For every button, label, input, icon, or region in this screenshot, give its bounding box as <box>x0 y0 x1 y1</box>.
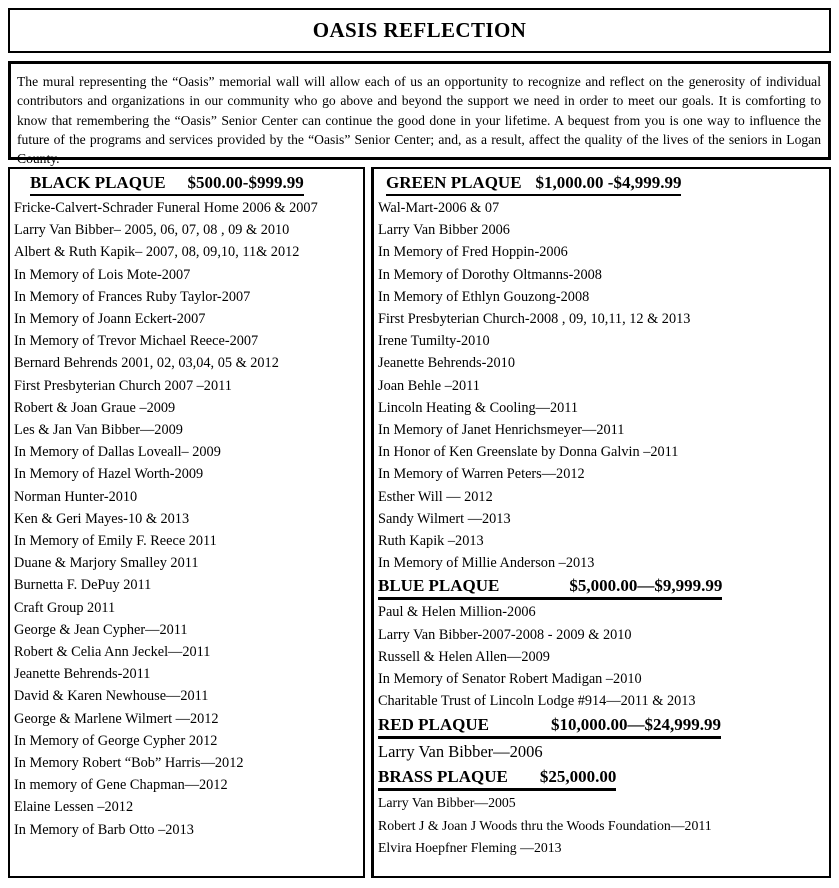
intro-paragraph-line: know that remembering the “Oasis” Senior Center can continue the good done in your lifetime. A bequest from you is one way to influence the <box>17 112 821 128</box>
intro-box <box>8 61 831 167</box>
donor-entry: Burnetta F. DePuy 2011 <box>14 577 152 594</box>
donor-entry: In Memory of Fred Hoppin-2006 <box>378 244 568 261</box>
donor-entry: Elvira Hoepfner Fleming —2013 <box>378 839 562 855</box>
donor-entry: Joan Behle –2011 <box>378 377 480 394</box>
donor-entry: Russell & Helen Allen—2009 <box>378 648 550 665</box>
intro-paragraph-line: County. <box>17 151 60 167</box>
donor-entry: In Memory Robert “Bob” Harris—2012 <box>14 755 244 772</box>
donor-entry: George & Marlene Wilmert —2012 <box>14 710 219 727</box>
donor-entry: In Memory of Barb Otto –2013 <box>14 821 194 838</box>
page-title: OASIS REFLECTION <box>312 18 527 42</box>
blue-plaque-header-row <box>378 574 829 600</box>
blue-plaque-range: $5,000.00—$9,999.99 <box>569 576 723 596</box>
donor-entry: Jeanette Behrends-2011 <box>14 666 151 683</box>
title-box <box>8 8 831 53</box>
donor-entry: Larry Van Bibber—2005 <box>378 795 516 811</box>
donor-entry: In Memory of George Cypher 2012 <box>14 732 218 749</box>
donor-entry: Elaine Lessen –2012 <box>14 799 134 816</box>
donor-entry: Larry Van Bibber—2006 <box>378 742 543 762</box>
donor-entry: In memory of Gene Chapman—2012 <box>14 777 228 794</box>
red-plaque-name: RED PLAQUE <box>378 715 489 735</box>
donor-entry: In Memory of Dallas Loveall– 2009 <box>14 444 221 461</box>
donor-entry: Albert & Ruth Kapik– 2007, 08, 09,10, 11& 2012 <box>14 244 300 261</box>
black-plaque-range: $500.00-$999.99 <box>187 173 304 192</box>
donor-entry: In Memory of Emily F. Reece 2011 <box>14 533 217 550</box>
donor-entry: In Memory of Janet Henrichsmeyer—2011 <box>378 422 625 439</box>
donor-entry: In Memory of Trevor Michael Reece-2007 <box>14 333 259 350</box>
green-plaque-list <box>378 197 829 574</box>
donor-entry: Larry Van Bibber-2007-2008 - 2009 & 2010 <box>378 626 632 643</box>
green-plaque-header <box>386 172 681 196</box>
red-plaque-list <box>378 740 829 764</box>
donor-entry: In Memory of Dorothy Oltmanns-2008 <box>378 266 602 283</box>
donor-entry: In Memory of Senator Robert Madigan –2010 <box>378 671 642 688</box>
black-plaque-column <box>8 167 365 878</box>
donor-entry: In Memory of Millie Anderson –2013 <box>378 555 595 572</box>
donor-entry: Norman Hunter-2010 <box>14 488 138 505</box>
donor-entry: Fricke-Calvert-Schrader Funeral Home 2006 & 2007 <box>14 200 318 216</box>
black-plaque-header-row <box>14 172 363 196</box>
donor-entry: Paul & Helen Million-2006 <box>378 604 536 621</box>
donor-entry: Wal-Mart-2006 & 07 <box>378 200 500 216</box>
blue-plaque-header <box>378 575 722 600</box>
donor-entry: In Memory of Warren Peters—2012 <box>378 466 585 483</box>
donor-entry: Sandy Wilmert —2013 <box>378 510 511 527</box>
intro-paragraph-line: future of the programs and services provided by the “Oasis” Senior Center; and, as a result, affect the quality of the lives of the seniors in Logan <box>17 131 821 147</box>
donor-entry: Irene Tumilty-2010 <box>378 333 490 350</box>
upper-plaques-column <box>371 167 831 878</box>
donor-entry: Ruth Kapik –2013 <box>378 533 484 550</box>
donor-entry: Robert & Joan Graue –2009 <box>14 399 176 416</box>
donor-entry: In Memory of Frances Ruby Taylor-2007 <box>14 288 251 305</box>
donor-entry: In Memory of Ethlyn Gouzong-2008 <box>378 288 590 305</box>
brass-plaque-header <box>378 766 616 791</box>
brass-plaque-list <box>378 792 829 859</box>
green-plaque-header-row <box>378 172 829 196</box>
donor-entry: Larry Van Bibber– 2005, 06, 07, 08 , 09 & 2010 <box>14 222 290 239</box>
donor-entry: Charitable Trust of Lincoln Lodge #914—2011 & 2013 <box>378 693 696 710</box>
red-plaque-header-row <box>378 712 829 739</box>
donor-entry: Craft Group 2011 <box>14 599 116 616</box>
brass-plaque-name: BRASS PLAQUE <box>378 767 508 787</box>
donor-entry: Duane & Marjory Smalley 2011 <box>14 555 199 572</box>
donor-entry: Jeanette Behrends-2010 <box>378 355 515 372</box>
donor-entry: Les & Jan Van Bibber—2009 <box>14 422 183 439</box>
donor-entry: In Memory of Hazel Worth-2009 <box>14 466 204 483</box>
donor-entry: In Honor of Ken Greenslate by Donna Galvin –2011 <box>378 444 679 461</box>
intro-paragraph-line: contributors and organizations in our community who go above and beyond the support we need in order to meet our goals. It is comforting to <box>17 93 821 109</box>
donor-entry: Robert & Celia Ann Jeckel—2011 <box>14 644 211 661</box>
green-plaque-name: GREEN PLAQUE <box>386 173 522 192</box>
black-plaque-list <box>14 197 363 841</box>
blue-plaque-name: BLUE PLAQUE <box>378 576 500 596</box>
black-plaque-header <box>30 172 304 196</box>
donor-entry: Bernard Behrends 2001, 02, 03,04, 05 & 2012 <box>14 355 279 372</box>
donor-entry: In Memory of Lois Mote-2007 <box>14 266 191 283</box>
brass-plaque-header-row <box>378 764 829 791</box>
blue-plaque-list <box>378 601 829 712</box>
donor-entry: Esther Will — 2012 <box>378 488 493 505</box>
donor-entry: In Memory of Joann Eckert-2007 <box>14 311 206 328</box>
intro-paragraph-line: The mural representing the “Oasis” memorial wall will allow each of us an opportunity to recognize and reflect on the generosity of individual <box>17 74 821 89</box>
black-plaque-name: BLACK PLAQUE <box>30 173 166 192</box>
donor-entry: Larry Van Bibber 2006 <box>378 222 510 239</box>
red-plaque-header <box>378 714 721 739</box>
donor-entry: Ken & Geri Mayes-10 & 2013 <box>14 510 190 527</box>
donor-entry: Lincoln Heating & Cooling—2011 <box>378 399 579 416</box>
green-plaque-range: $1,000.00 -$4,999.99 <box>535 173 682 192</box>
brass-plaque-range: $25,000.00 <box>539 767 617 787</box>
donor-entry: Robert J & Joan J Woods thru the Woods Foundation—2011 <box>378 817 712 833</box>
donor-entry: First Presbyterian Church-2008 , 09, 10,11, 12 & 2013 <box>378 311 691 328</box>
intro-paragraph <box>17 72 821 168</box>
donor-entry: First Presbyterian Church 2007 –2011 <box>14 377 232 394</box>
donor-entry: David & Karen Newhouse—2011 <box>14 688 209 705</box>
red-plaque-range: $10,000.00—$24,999.99 <box>550 715 721 735</box>
donor-entry: George & Jean Cypher—2011 <box>14 621 188 638</box>
